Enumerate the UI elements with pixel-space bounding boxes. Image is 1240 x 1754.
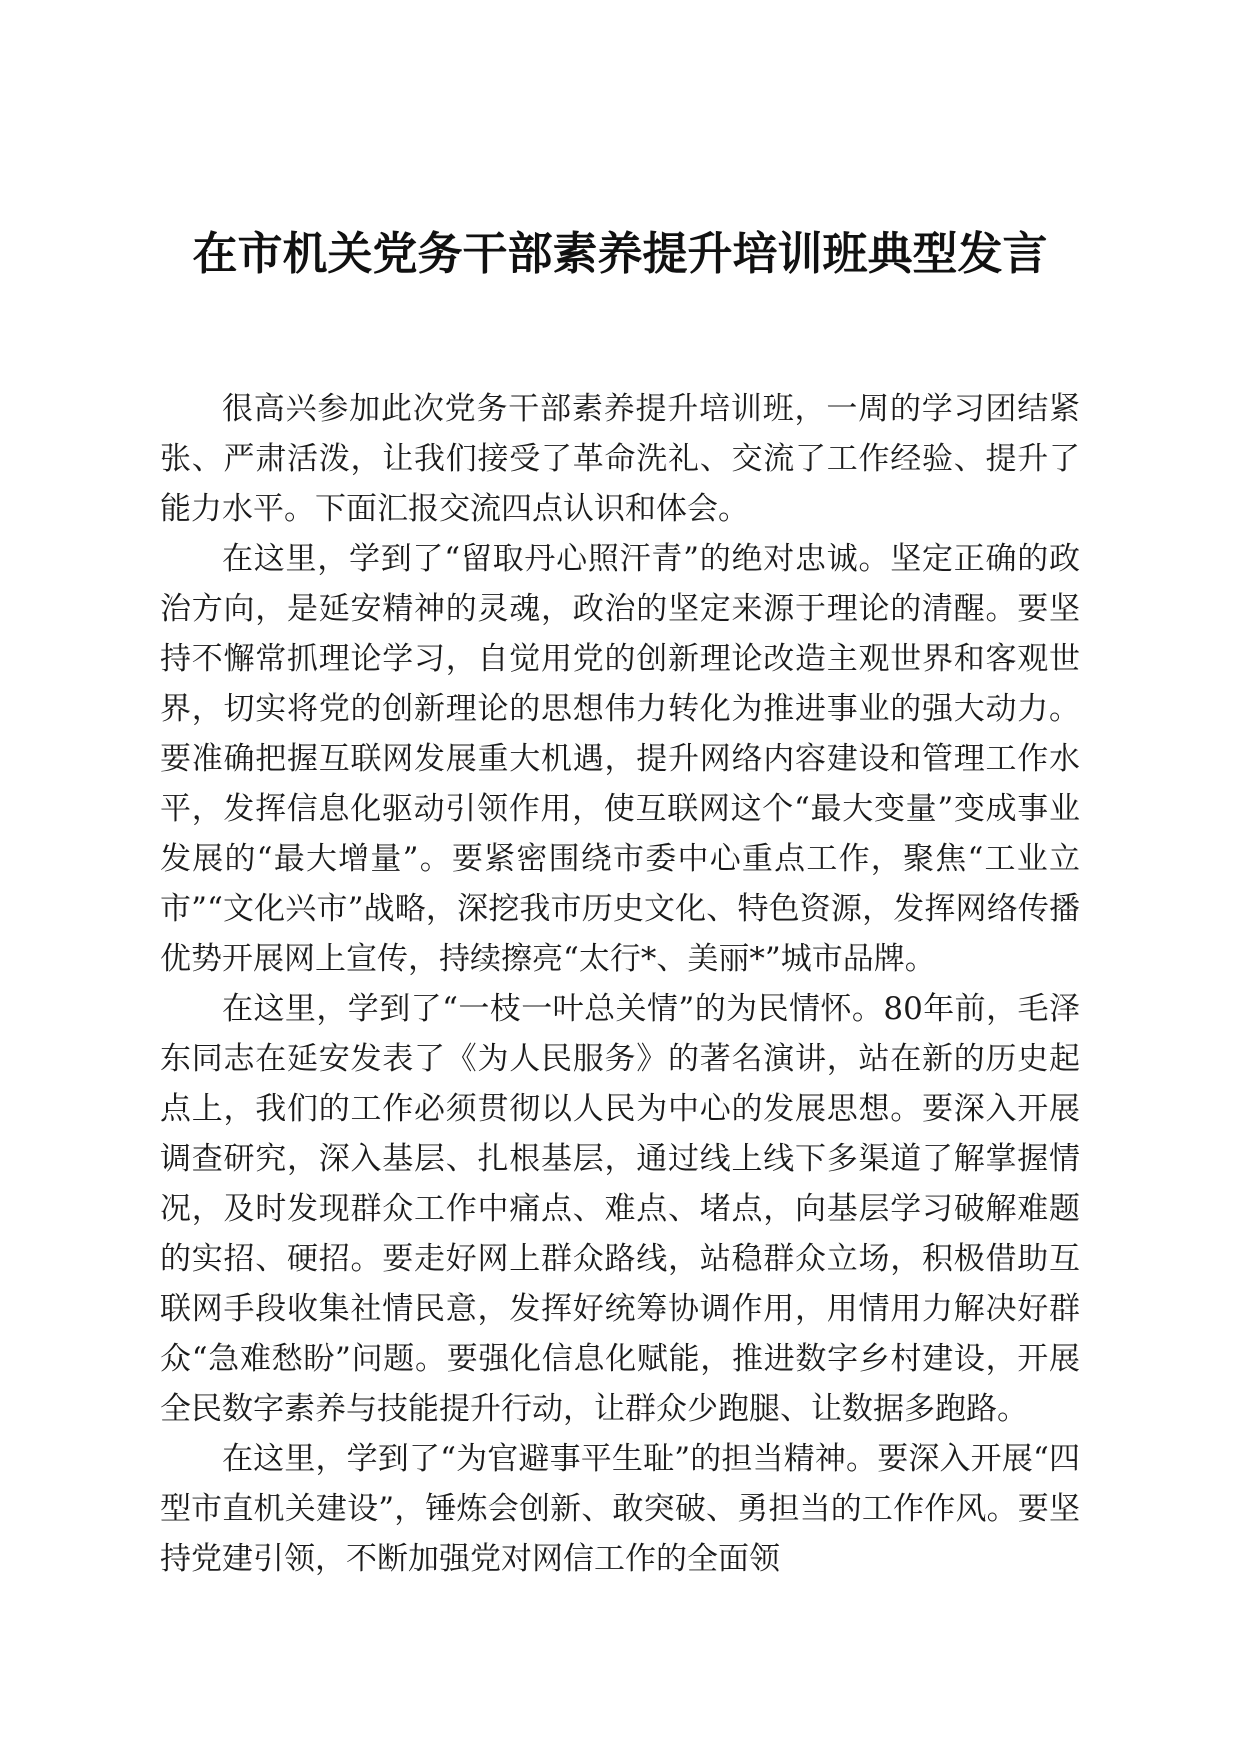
paragraph-responsibility: 在这里，学到了“为官避事平生耻”的担当精神。要深入开展“四型市直机关建设”，锤炼会创新、敢突破、勇担当的工作作风。要坚持党建引领，不断加强党对网信工作的全面领 [160,1441,1080,1577]
document-body [160,384,1080,1584]
paragraph-people: 在这里，学到了“一枝一叶总关情”的为民情怀。80年前，毛泽东同志在延安发表了《为人民服务》的著名演讲，站在新的历史起点上，我们的工作必须贯彻以人民为中心的发展思想。要深入开展调查研究，深入基层、扎根基层，通过线上线下多渠道了解掌握情况，及时发现群众工作中痛点、难点、堵点，向基层学习破解难题的实招、硬招。要走好网上群众路线，站稳群众立场，积极借助互联网手段收集社情民意，发挥好统筹协调作用，用情用力解决好群众“急难愁盼”问题。要强化信息化赋能，推进数字乡村建设，开展全民数字素养与技能提升行动，让群众少跑腿、让数据多跑路。 [160,991,1080,1427]
paragraph-intro: 很高兴参加此次党务干部素养提升培训班，一周的学习团结紧张、严肃活泼，让我们接受了革命洗礼、交流了工作经验、提升了能力水平。下面汇报交流四点认识和体会。 [160,391,1080,527]
paragraph-loyalty: 在这里，学到了“留取丹心照汗青”的绝对忠诚。坚定正确的政治方向，是延安精神的灵魂，政治的坚定来源于理论的清醒。要坚持不懈常抓理论学习，自觉用党的创新理论改造主观世界和客观世界，切实将党的创新理论的思想伟力转化为推进事业的强大动力。要准确把握互联网发展重大机遇，提升网络内容建设和管理工作水平，发挥信息化驱动引领作用，使互联网这个“最大变量”变成事业发展的“最大增量”。要紧密围绕市委中心重点工作，聚焦“工业立市”“文化兴市”战略，深挖我市历史文化、特色资源，发挥网络传播优势开展网上宣传，持续擦亮“太行*、美丽*”城市品牌。 [160,541,1080,977]
document-title: 在市机关党务干部素养提升培训班典型发言 [192,227,1048,280]
